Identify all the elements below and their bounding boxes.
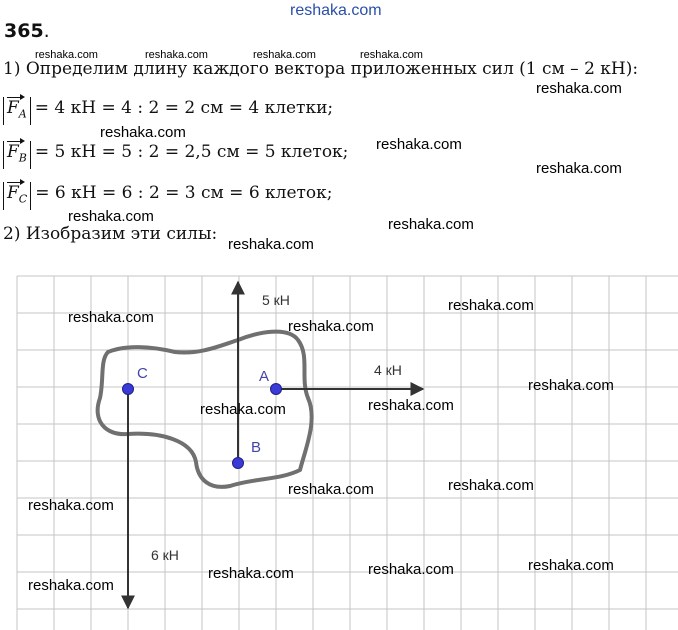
watermark: reshaka.com bbox=[536, 80, 622, 97]
point-c bbox=[123, 384, 134, 395]
vector-equation-b: = 5 кН = 5 : 2 = 2,5 см = 5 клеток; bbox=[34, 142, 349, 162]
problem-number-value: 365 bbox=[4, 20, 44, 42]
watermark: reshaka.com bbox=[200, 401, 286, 418]
watermark: reshaka.com bbox=[100, 124, 186, 141]
watermark-top: reshaka.com bbox=[290, 2, 382, 19]
point-label-b: B bbox=[251, 439, 262, 456]
point-label-a: A bbox=[259, 368, 270, 385]
watermark: reshaka.com bbox=[368, 397, 454, 414]
vector-subscript: C bbox=[18, 192, 28, 206]
point-label-c: C bbox=[137, 365, 148, 382]
vector-letter: F bbox=[7, 183, 19, 203]
watermark: reshaka.com bbox=[35, 49, 98, 61]
vector-equation-a: = 4 кН = 4 : 2 = 2 см = 4 клетки; bbox=[34, 98, 334, 118]
watermark: reshaka.com bbox=[68, 208, 154, 225]
step-1-text: 1) Определим длину каждого вектора приложенных сил (1 см – 2 кН): bbox=[3, 59, 639, 79]
watermark: reshaka.com bbox=[388, 216, 474, 233]
watermark: reshaka.com bbox=[28, 577, 114, 594]
vector-letter: F bbox=[7, 142, 19, 162]
watermark: reshaka.com bbox=[253, 49, 316, 61]
watermark: reshaka.com bbox=[288, 481, 374, 498]
watermark: reshaka.com bbox=[528, 377, 614, 394]
point-b bbox=[233, 458, 244, 469]
watermark: reshaka.com bbox=[368, 561, 454, 578]
watermark: reshaka.com bbox=[360, 49, 423, 61]
force-label-b: 5 кН bbox=[262, 292, 290, 308]
force-label-a: 4 кН bbox=[374, 362, 402, 378]
watermark: reshaka.com bbox=[228, 236, 314, 253]
watermark: reshaka.com bbox=[145, 49, 208, 61]
problem-number-dot: . bbox=[43, 20, 50, 42]
watermark: reshaka.com bbox=[528, 557, 614, 574]
force-label-c: 6 кН bbox=[151, 547, 179, 563]
step-2-text: 2) Изобразим эти силы: bbox=[3, 224, 218, 244]
vector-subscript: B bbox=[18, 151, 27, 165]
watermark: reshaka.com bbox=[68, 309, 154, 326]
watermark: reshaka.com bbox=[448, 297, 534, 314]
vector-equation-c: = 6 кН = 6 : 2 = 3 см = 6 клеток; bbox=[35, 183, 333, 203]
watermark: reshaka.com bbox=[536, 160, 622, 177]
watermark: reshaka.com bbox=[28, 497, 114, 514]
watermark: reshaka.com bbox=[376, 136, 462, 153]
watermark: reshaka.com bbox=[448, 477, 534, 494]
watermark: reshaka.com bbox=[288, 318, 374, 335]
watermark: reshaka.com bbox=[208, 565, 294, 582]
vector-subscript: A bbox=[18, 107, 27, 121]
vector-letter: F bbox=[7, 98, 19, 118]
point-a bbox=[271, 384, 282, 395]
